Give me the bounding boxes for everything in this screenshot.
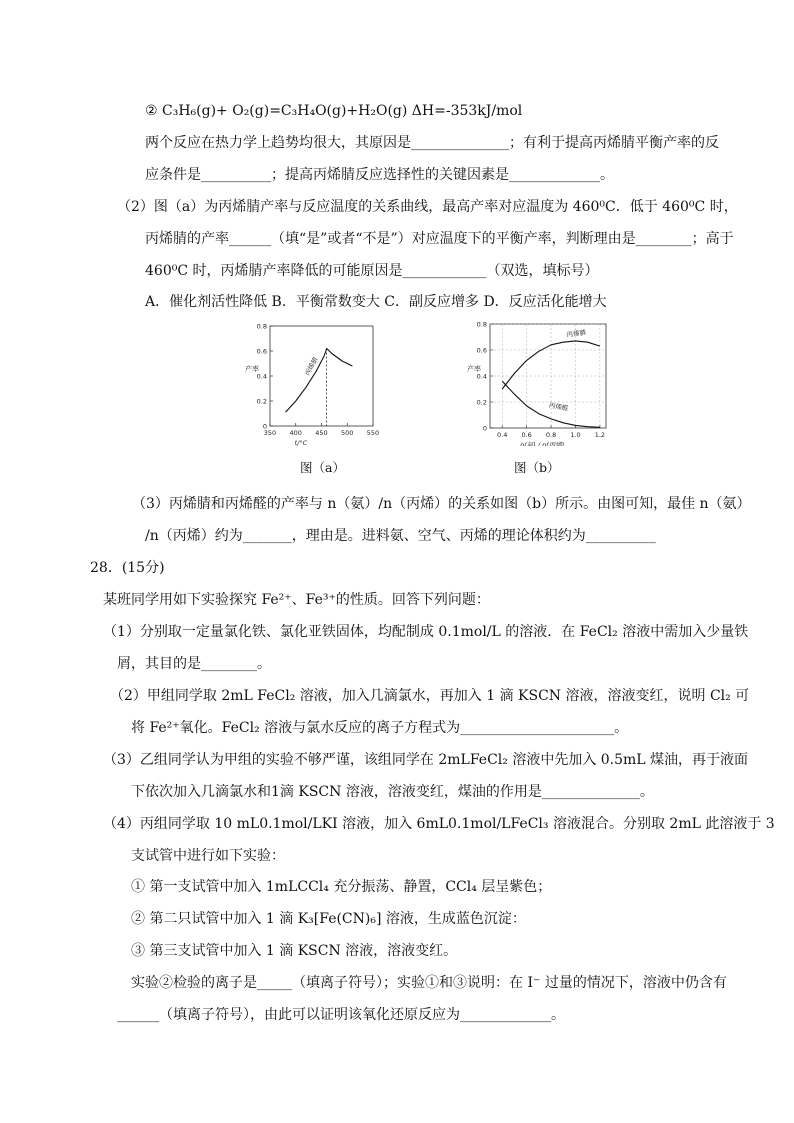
answer-options: A．催化剂活性降低 B．平衡常数变大 C．副反应增多 D．反应活化能增大 <box>145 294 607 310</box>
sub-question-4: （4）丙组同学取 10 mL0.1mol/LKI 溶液，加入 6mL0.1mol/LFeCl₃ 溶液混合。分别取 2mL 此溶液于 3 <box>103 816 775 832</box>
x-tick-label: 400 <box>289 429 302 437</box>
x-tick-label: 550 <box>366 429 380 437</box>
y-tick-label: 0.8 <box>476 320 487 329</box>
upper-curve-label: 丙烯腈 <box>566 328 587 339</box>
question-text-line: /n（丙烯）约为_______，理由是。进料氨、空气、丙烯的理论体积约为__________ <box>145 528 656 544</box>
question-text-line: 下依次加入几滴氯水和1滴 KSCN 溶液，溶液变红，煤油的作用是______________。 <box>131 784 654 800</box>
figure-a-caption: 图（a） <box>300 460 345 475</box>
y-tick-label: 0.4 <box>256 372 267 381</box>
x-axis-title: t/°C <box>294 439 308 446</box>
question-text-line: 实验②检验的离子是_____（填离子符号）；实验①和③说明：在 I⁻ 过量的情况下，溶液中仍含有 <box>131 975 727 991</box>
sub-question-3: （3）丙烯腈和丙烯醛的产率与 n（氨）/n（丙烯）的关系如图（b）所示。由图可知，最佳 n（氨） <box>132 496 751 512</box>
question-text-line: 丙烯腈的产率______（填“是”或者“不是”）对应温度下的平衡产率，判断理由是________；高于 <box>145 231 734 247</box>
question-28-heading: 28．(15分) <box>90 560 165 576</box>
figure-b-chart <box>462 318 612 446</box>
y-axis-title: 产率 <box>467 364 481 373</box>
question-text-line: 将 Fe²⁺氧化。FeCl₂ 溶液与氯水反应的离子方程式为______________________。 <box>131 720 629 736</box>
sub-question-3: （3）乙组同学认为甲组的实验不够严谨，该组同学在 2mLFeCl₂ 溶液中先加入 0.5mL 煤油，再于液面 <box>103 752 749 768</box>
x-tick-label: 350 <box>263 429 277 437</box>
y-tick-label: 0 <box>482 424 487 433</box>
question-text-line: 应条件是__________；提高丙烯腈反应选择性的关键因素是_____________。 <box>145 167 614 183</box>
figure-a <box>240 318 380 475</box>
y-tick-label: 0.4 <box>476 372 487 381</box>
figure-a-chart <box>240 318 380 446</box>
sub-question-1: （1）分别取一定量氯化铁、氯化亚铁固体，均配制成 0.1mol/L 的溶液．在 FeCl₂ 溶液中需加入少量铁 <box>103 624 749 640</box>
figure-b <box>462 318 612 475</box>
figure-b-caption: 图（b） <box>514 460 560 475</box>
lower-curve-label: 丙烯醛 <box>548 401 569 413</box>
sub-question-2: （2）图（a）为丙烯腈产率与反应温度的关系曲线，最高产率对应温度为 460⁰C．低于 460⁰C 时， <box>117 199 738 215</box>
experiment-step-1: ① 第一支试管中加入 1mLCCl₄ 充分振荡、静置，CCl₄ 层呈紫色； <box>131 879 552 895</box>
x-tick-label: 0.4 <box>497 431 508 439</box>
curve-label: 丙烯腈 <box>303 355 320 377</box>
x-tick-label: 1.2 <box>594 431 606 439</box>
y-tick-label: 0 <box>262 422 267 431</box>
experiment-step-2: ② 第二只试管中加入 1 滴 K₃[Fe(CN)₆] 溶液，生成蓝色沉淀： <box>131 911 526 927</box>
experiment-step-3: ③ 第三支试管中加入 1 滴 KSCN 溶液，溶液变红。 <box>131 943 458 959</box>
x-tick-label: 500 <box>341 429 354 437</box>
x-tick-label: 0.6 <box>521 431 532 439</box>
y-tick-label: 0.6 <box>256 347 267 356</box>
question-text-line: 屑，其目的是________。 <box>117 656 271 672</box>
x-tick-label: 450 <box>315 429 328 437</box>
question-intro: 某班同学用如下实验探究 Fe²⁺、Fe³⁺的性质。回答下列问题： <box>103 592 490 608</box>
y-axis-title: 产率 <box>245 365 259 373</box>
question-text-line: ______（填离子符号），由此可以证明该氧化还原反应为_____________。 <box>117 1007 565 1023</box>
y-tick-label: 0.2 <box>256 397 267 406</box>
y-tick-label: 0.6 <box>476 346 487 355</box>
x-axis-title: n(氨) / n(丙烯) <box>520 441 565 446</box>
question-text-line: 460⁰C 时，丙烯腈产率降低的可能原因是____________（双选，填标号） <box>145 263 599 279</box>
x-tick-label: 1.0 <box>570 431 581 439</box>
y-tick-label: 0.8 <box>256 322 267 331</box>
question-text-line: 支试管中进行如下实验： <box>131 848 285 864</box>
series-line-1 <box>286 349 353 413</box>
sub-question-2: （2）甲组同学取 2mL FeCl₂ 溶液，加入几滴氯水，再加入 1 滴 KSCN 溶液，溶液变红，说明 Cl₂ 可 <box>110 688 750 704</box>
question-text-line: 两个反应在热力学上趋势均很大，其原因是______________；有利于提高丙烯腈平衡产率的反 <box>145 135 719 151</box>
figures-container <box>240 318 610 478</box>
equation-2: ② C₃H₆(g)+ O₂(g)=C₃H₄O(g)+H₂O(g) ΔH=-353kJ/mol <box>145 103 523 119</box>
y-tick-label: 0.2 <box>476 398 487 407</box>
x-tick-label: 0.8 <box>545 431 557 439</box>
